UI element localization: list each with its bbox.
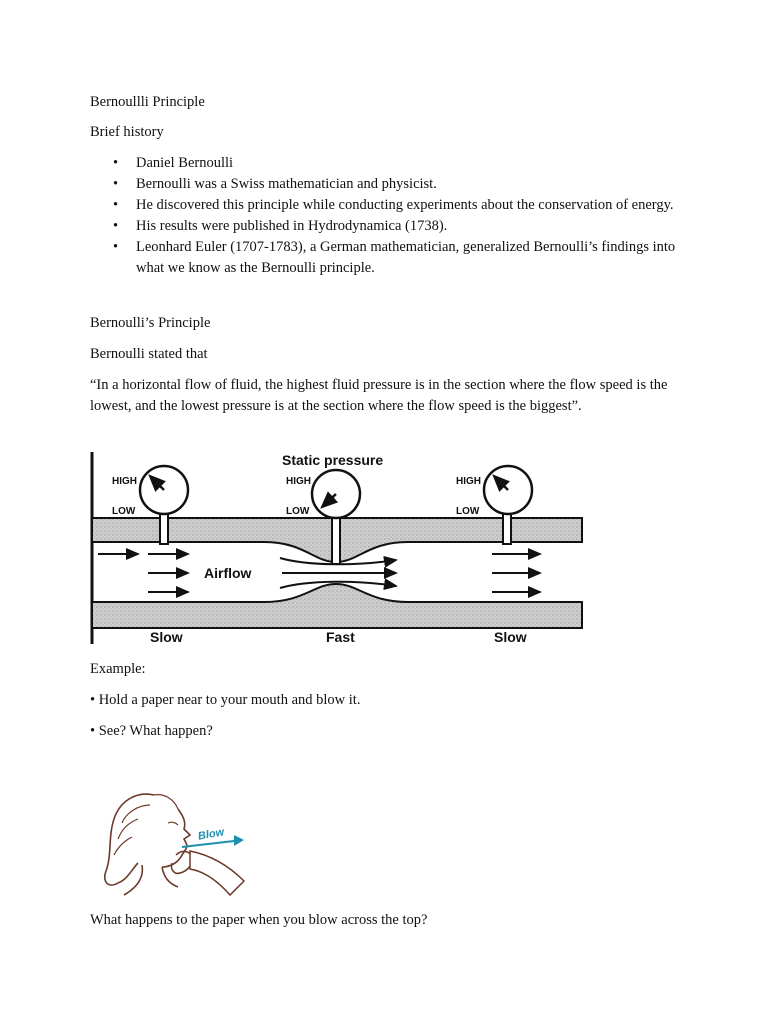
static-pressure-diagram — [88, 446, 584, 648]
static-pressure-title: Static pressure — [282, 452, 384, 468]
blowing-paper-illustration — [98, 783, 260, 899]
right-high-label: HIGH — [456, 476, 481, 487]
middle-high-label: HIGH — [286, 476, 311, 487]
fast-label: Fast — [326, 629, 355, 645]
face-profile — [162, 809, 190, 867]
closing-question: What happens to the paper when you blow across the top? — [90, 912, 428, 928]
list-item: • Leonhard Euler (1707-1783), a German mathematician, generalized Bernoulli’s findings into what we know as the Bernoulli principle. — [90, 237, 690, 279]
blow-arrowhead — [234, 835, 244, 846]
left-low-label: LOW — [112, 506, 136, 517]
example-step: • Hold a paper near to your mouth and blow it. — [90, 692, 361, 708]
airflow-label: Airflow — [204, 565, 252, 581]
example-label: Example: — [90, 661, 146, 677]
history-list — [90, 153, 690, 279]
list-item: • His results were published in Hydrodynamica (1738). — [90, 216, 690, 237]
slow-right-label: Slow — [494, 629, 527, 645]
example-step: • See? What happen? — [90, 723, 213, 739]
stated-line: Bernoulli stated that — [90, 346, 208, 362]
quote-paragraph: “In a horizontal flow of fluid, the highest fluid pressure is in the section where the flow speed is the lowest, and the lowest pressure is at the section where the flow speed is the biggest”. — [90, 377, 668, 414]
middle-low-label: LOW — [286, 506, 310, 517]
doc-title: Bernoullli Principle — [90, 94, 205, 110]
paper-sheet — [190, 851, 244, 895]
list-item: • Bernoulli was a Swiss mathematician and physicist. — [90, 174, 690, 195]
right-low-label: LOW — [456, 506, 480, 517]
left-high-label: HIGH — [112, 476, 137, 487]
blow-arrow — [182, 841, 234, 847]
section-title: Bernoulli’s Principle — [90, 315, 211, 331]
hair-outline — [105, 794, 154, 885]
list-item: • Daniel Bernoulli — [90, 153, 690, 174]
bottom-pipe-wall — [92, 584, 582, 628]
slow-left-label: Slow — [150, 629, 183, 645]
brief-history-heading: Brief history — [90, 124, 164, 140]
eye — [168, 822, 178, 825]
blow-label: Blow — [197, 826, 226, 843]
list-item: • He discovered this principle while conducting experiments about the conservation of energy. — [90, 195, 690, 216]
